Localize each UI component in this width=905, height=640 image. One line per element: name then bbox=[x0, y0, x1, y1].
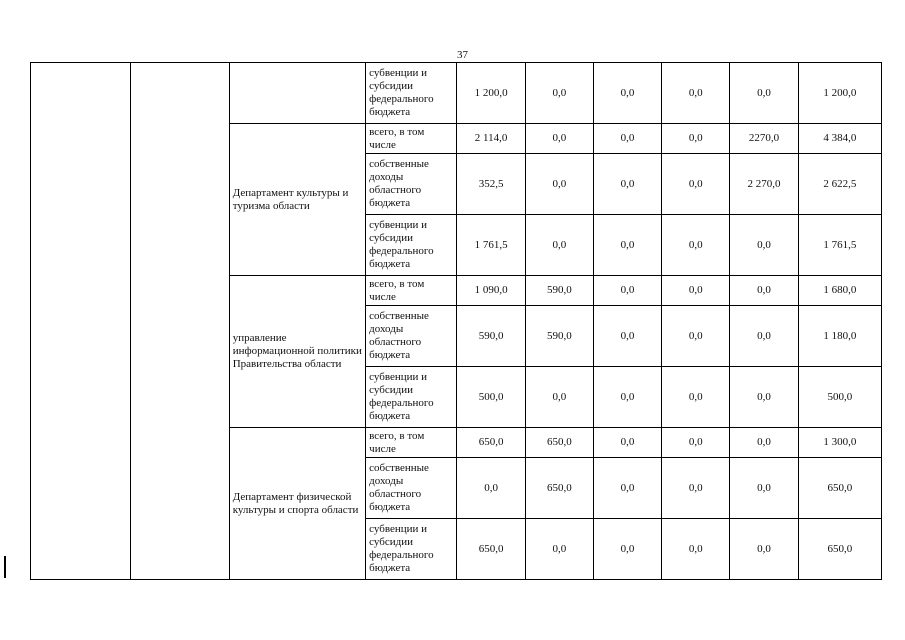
budget-table bbox=[30, 62, 882, 580]
value-cell: 2 114,0 bbox=[457, 124, 525, 154]
value-cell: 0,0 bbox=[457, 458, 525, 519]
value-cell: 0,0 bbox=[593, 124, 661, 154]
value-cell: 0,0 bbox=[593, 276, 661, 306]
source-cell: всего, в том числе bbox=[366, 124, 457, 154]
value-cell: 1 200,0 bbox=[798, 63, 881, 124]
source-cell: субвенции и субсидии федерального бюджета bbox=[366, 63, 457, 124]
value-cell: 0,0 bbox=[593, 428, 661, 458]
value-cell: 650,0 bbox=[798, 519, 881, 580]
value-cell: 2270,0 bbox=[730, 124, 798, 154]
table-row bbox=[31, 63, 882, 124]
value-cell: 352,5 bbox=[457, 154, 525, 215]
source-cell: всего, в том числе bbox=[366, 276, 457, 306]
value-cell: 500,0 bbox=[457, 367, 525, 428]
value-cell: 0,0 bbox=[730, 306, 798, 367]
value-cell: 0,0 bbox=[730, 215, 798, 276]
value-cell: 0,0 bbox=[593, 306, 661, 367]
source-cell: собственные доходы областного бюджета bbox=[366, 154, 457, 215]
value-cell: 0,0 bbox=[593, 63, 661, 124]
value-cell: 0,0 bbox=[662, 306, 730, 367]
value-cell: 0,0 bbox=[593, 215, 661, 276]
value-cell: 650,0 bbox=[457, 428, 525, 458]
page-number: 37 bbox=[457, 49, 468, 61]
value-cell: 0,0 bbox=[662, 215, 730, 276]
value-cell: 0,0 bbox=[730, 63, 798, 124]
value-cell: 0,0 bbox=[730, 428, 798, 458]
value-cell: 1 761,5 bbox=[798, 215, 881, 276]
source-cell: собственные доходы областного бюджета bbox=[366, 306, 457, 367]
value-cell: 650,0 bbox=[457, 519, 525, 580]
value-cell: 590,0 bbox=[525, 306, 593, 367]
value-cell: 500,0 bbox=[798, 367, 881, 428]
empty-cell bbox=[131, 63, 229, 580]
value-cell: 1 300,0 bbox=[798, 428, 881, 458]
value-cell: 0,0 bbox=[525, 367, 593, 428]
value-cell: 0,0 bbox=[662, 154, 730, 215]
value-cell: 0,0 bbox=[662, 519, 730, 580]
empty-cell bbox=[31, 63, 131, 580]
value-cell: 0,0 bbox=[662, 428, 730, 458]
value-cell: 650,0 bbox=[525, 428, 593, 458]
value-cell: 0,0 bbox=[730, 367, 798, 428]
source-cell: субвенции и субсидии федерального бюджета bbox=[366, 367, 457, 428]
value-cell: 0,0 bbox=[662, 458, 730, 519]
value-cell: 0,0 bbox=[730, 458, 798, 519]
value-cell: 0,0 bbox=[525, 154, 593, 215]
value-cell: 0,0 bbox=[662, 276, 730, 306]
value-cell: 1 180,0 bbox=[798, 306, 881, 367]
value-cell: 0,0 bbox=[593, 367, 661, 428]
department-cell bbox=[229, 63, 365, 124]
source-cell: собственные доходы областного бюджета bbox=[366, 458, 457, 519]
source-cell: всего, в том числе bbox=[366, 428, 457, 458]
scan-artifact bbox=[4, 556, 6, 578]
value-cell: 0,0 bbox=[730, 276, 798, 306]
value-cell: 0,0 bbox=[662, 124, 730, 154]
value-cell: 0,0 bbox=[525, 519, 593, 580]
value-cell: 0,0 bbox=[662, 367, 730, 428]
value-cell: 0,0 bbox=[662, 63, 730, 124]
department-name: управление информационной политики Правительства области bbox=[229, 276, 365, 428]
value-cell: 0,0 bbox=[593, 519, 661, 580]
value-cell: 0,0 bbox=[525, 63, 593, 124]
value-cell: 1 680,0 bbox=[798, 276, 881, 306]
value-cell: 0,0 bbox=[730, 519, 798, 580]
value-cell: 590,0 bbox=[525, 276, 593, 306]
value-cell: 1 200,0 bbox=[457, 63, 525, 124]
value-cell: 590,0 bbox=[457, 306, 525, 367]
value-cell: 4 384,0 bbox=[798, 124, 881, 154]
value-cell: 650,0 bbox=[798, 458, 881, 519]
value-cell: 0,0 bbox=[593, 458, 661, 519]
value-cell: 2 270,0 bbox=[730, 154, 798, 215]
source-cell: субвенции и субсидии федерального бюджета bbox=[366, 215, 457, 276]
value-cell: 1 761,5 bbox=[457, 215, 525, 276]
value-cell: 0,0 bbox=[525, 124, 593, 154]
department-name: Департамент культуры и туризма области bbox=[229, 124, 365, 276]
department-name: Департамент физической культуры и спорта области bbox=[229, 428, 365, 580]
source-cell: субвенции и субсидии федерального бюджета bbox=[366, 519, 457, 580]
value-cell: 1 090,0 bbox=[457, 276, 525, 306]
value-cell: 650,0 bbox=[525, 458, 593, 519]
value-cell: 0,0 bbox=[525, 215, 593, 276]
value-cell: 0,0 bbox=[593, 154, 661, 215]
value-cell: 2 622,5 bbox=[798, 154, 881, 215]
